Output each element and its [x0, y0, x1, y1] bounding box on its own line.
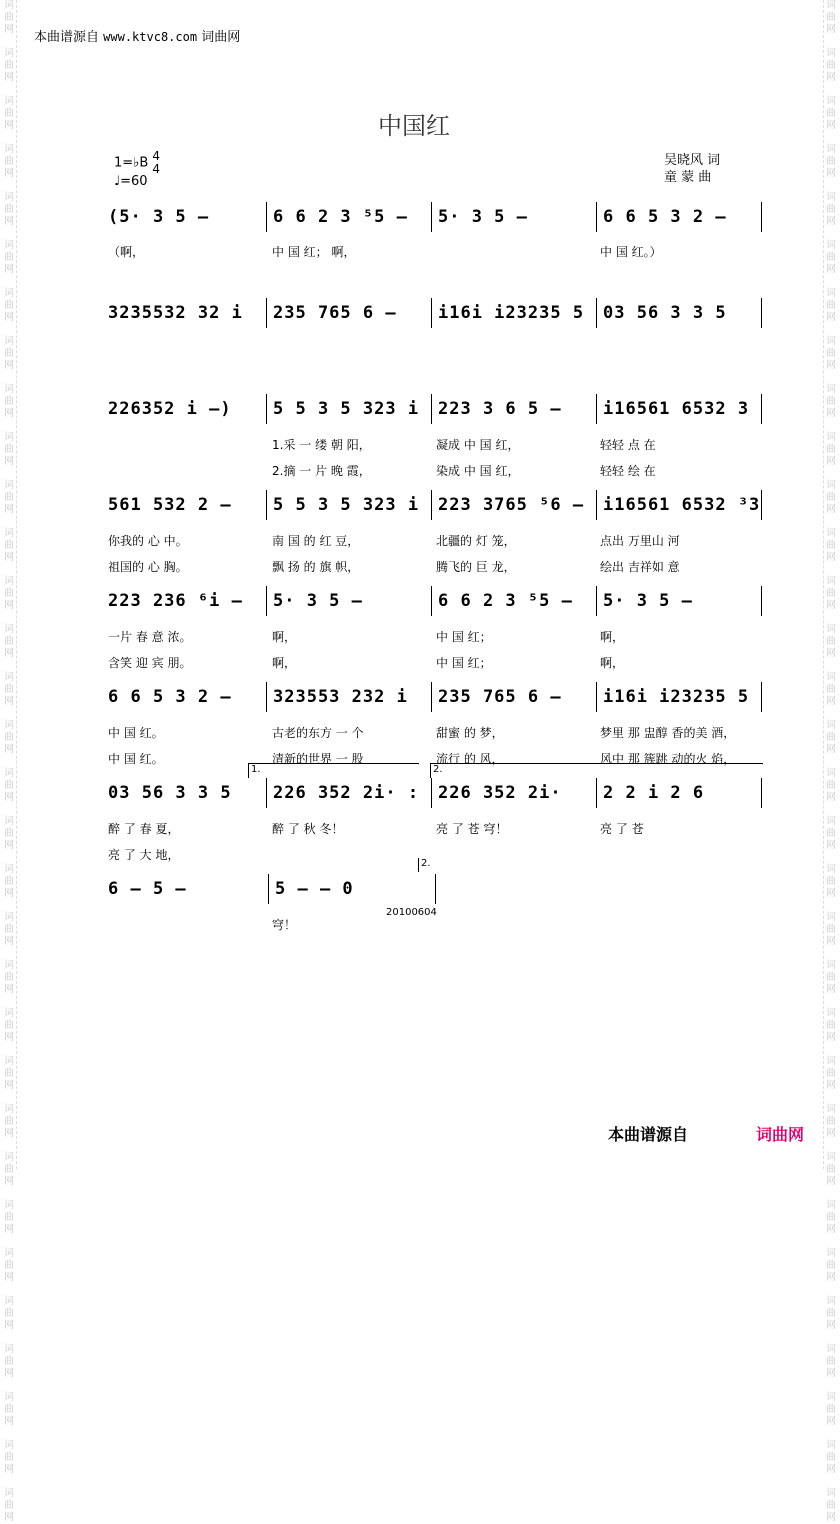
barline: [761, 778, 764, 808]
lyric-segment: 祖国的 心 胸。: [108, 560, 188, 574]
lyric-segment: 啊，: [272, 630, 297, 644]
footer-source: 本曲谱源自: [608, 1125, 689, 1144]
side-watermark-left: 词 曲 网 词 曲 网 词 曲 网 词 曲 网 词 曲 网 词 曲 网 词 曲 网 词 曲 网 词 曲 网 词 曲 网 词 曲 网 词 曲 网 词 曲 网 词 曲 网 词 曲 网 词 曲 网 词 曲 网 词 曲 网 词 曲 网 词 曲 网 词 曲 网 词 曲 网 词 曲 网 词 曲 网 词 曲 网 词 曲 网 词 曲 网 词 曲 网 词 曲 网 词 曲 网 词 曲 网 词 曲 网: [2, 0, 17, 1169]
measure: 223 236 ⁶i —: [108, 591, 243, 611]
lyric-segment: 2.摘 一 片 晚 霞，: [272, 464, 371, 478]
lyric-segment: 轻轻 绘 在: [600, 464, 656, 478]
measure: 03 56 3 3 5: [108, 783, 232, 803]
lyric-segment: 点出 万里山 河: [600, 534, 680, 548]
lyric-line: [108, 820, 764, 838]
lyric-segment: 你我的 心 中。: [108, 534, 188, 548]
key-note: B: [139, 155, 149, 171]
barline: [761, 298, 764, 328]
measure: 5 — — 0: [268, 874, 435, 904]
lyric-segment: [600, 846, 764, 864]
score-row: [108, 298, 764, 328]
lyric-segment: 梦里 那 盅醇 香的美 酒，: [600, 726, 736, 740]
lyric-line: [108, 532, 764, 550]
lyricist: 吴晓风 词: [664, 153, 721, 168]
measure: 5 5 3 5 323 i: [266, 394, 431, 424]
lyric-segment: 南 国 的 红 豆，: [272, 534, 360, 548]
barline: [435, 874, 438, 904]
volta-2-end-label: 2.: [421, 858, 431, 869]
footer-brand[interactable]: 词曲网: [756, 1125, 805, 1144]
measure: 226 352 2i·: [431, 778, 596, 808]
lyric-line: [108, 436, 764, 454]
lyric-line: [108, 243, 764, 261]
measure: i16561 6532 ³3: [596, 490, 761, 520]
lyric-segment: 中 国 红。）: [600, 245, 662, 259]
lyric-segment: 啊，: [600, 630, 625, 644]
measure: 6 6 2 3 ⁵5 —: [266, 202, 431, 232]
time-bottom: 4: [152, 162, 161, 176]
lyric-segment: 清新的世界 一 股: [272, 752, 364, 766]
lyric-segment: 风中 那 簇跳 动的火 焰，: [600, 752, 736, 766]
measure: i16i i23235 5: [596, 682, 761, 712]
score-row: [108, 874, 438, 904]
measure: 6 — 5 —: [108, 879, 187, 899]
header-url[interactable]: www.ktvc8.com: [103, 30, 198, 44]
measure: 5· 3 5 —: [596, 586, 761, 616]
header-site: 本曲谱源自: [34, 30, 100, 45]
measure: 226 352 2i· :: [266, 778, 431, 808]
time-top: 4: [152, 149, 161, 163]
measure: 5· 3 5 —: [431, 202, 596, 232]
tempo-value: =60: [120, 174, 148, 189]
lyric-segment: 亮 了 苍 穹！: [436, 822, 508, 836]
lyric-segment: 轻轻 点 在: [600, 438, 656, 452]
lyric-line: [108, 916, 764, 934]
lyric-segment: 中 国 红； 啊，: [272, 245, 356, 259]
measure: 5 5 3 5 323 i: [266, 490, 431, 520]
measure: 561 532 2 —: [108, 495, 232, 515]
volta-1: [248, 763, 419, 778]
lyric-segment: 亮 了 苍: [600, 822, 644, 836]
lyric-segment: 腾飞的 巨 龙，: [436, 560, 516, 574]
lyric-segment: 凝成 中 国 红，: [436, 438, 520, 452]
barline: [761, 682, 764, 712]
lyric-segment: 1.采 一 缕 朝 阳，: [272, 438, 371, 452]
measure: i16561 6532 3: [596, 394, 761, 424]
barline: [761, 490, 764, 520]
lyric-line: [108, 654, 764, 672]
lyric-segment: 中 国 红。: [108, 726, 164, 740]
song-title: 中国红: [378, 112, 450, 140]
composer: 童 蒙 曲: [664, 170, 712, 185]
lyric-segment: 一片 春 意 浓。: [108, 630, 192, 644]
score-row: [108, 490, 764, 520]
score-row: [108, 586, 764, 616]
measure: 2 2 i 2 6: [596, 778, 761, 808]
lyric-segment: 中 国 红；: [436, 656, 492, 670]
lyric-line: [108, 558, 764, 576]
tempo-marking: [114, 174, 148, 189]
lyric-segment: [108, 462, 272, 480]
measure: 235 765 6 —: [266, 298, 431, 328]
measure: 6 6 2 3 ⁵5 —: [431, 586, 596, 616]
quarter-note-icon: ♩: [114, 174, 121, 189]
flat-icon: ♭: [133, 155, 140, 171]
side-watermark-right: 词 曲 网 词 曲 网 词 曲 网 词 曲 网 词 曲 网 词 曲 网 词 曲 网 词 曲 网 词 曲 网 词 曲 网 词 曲 网 词 曲 网 词 曲 网 词 曲 网 词 曲 网 词 曲 网 词 曲 网 词 曲 网 词 曲 网 词 曲 网 词 曲 网 词 曲 网 词 曲 网 词 曲 网 词 曲 网 词 曲 网 词 曲 网 词 曲 网 词 曲 网 词 曲 网 词 曲 网 词 曲 网: [823, 0, 838, 1169]
credits: [664, 152, 720, 186]
measure: 6 6 5 3 2 —: [108, 687, 232, 707]
volta-2: [430, 763, 763, 778]
measure: 223 3 6 5 —: [431, 394, 596, 424]
date-stamp: 20100604: [386, 907, 437, 918]
lyric-line: [108, 628, 764, 646]
time-signature: [152, 150, 160, 176]
lyric-segment: 穹！: [272, 918, 297, 932]
measure: 323553 232 i: [266, 682, 431, 712]
measure: 6 6 5 3 2 —: [596, 202, 761, 232]
lyric-segment: 流行 的 风，: [436, 752, 504, 766]
score-row: [108, 394, 764, 424]
page-header: [34, 26, 240, 45]
lyric-segment: [108, 436, 272, 454]
volta-2-label: 2.: [433, 764, 443, 775]
lyric-segment: [108, 916, 272, 934]
volta-2-end: [418, 858, 451, 872]
lyric-segment: 含笑 迎 宾 朋。: [108, 656, 192, 670]
measure: 223 3765 ⁵6 —: [431, 490, 596, 520]
volta-1-label: 1.: [251, 764, 261, 775]
lyric-segment: 飘 扬 的 旗 帜，: [272, 560, 360, 574]
lyric-segment: [436, 846, 600, 864]
score-row: [108, 682, 764, 712]
lyric-segment: 甜蜜 的 梦，: [436, 726, 504, 740]
measure: 235 765 6 —: [431, 682, 596, 712]
lyric-segment: 啊，: [272, 656, 297, 670]
barline: [761, 394, 764, 424]
header-name: 词曲网: [201, 30, 241, 45]
lyric-segment: 醉 了 秋 冬！: [272, 822, 344, 836]
lyric-segment: 醉 了 春 夏，: [108, 822, 180, 836]
lyric-segment: [272, 846, 436, 864]
lyric-segment: 啊，: [600, 656, 625, 670]
lyric-segment: 亮 了 大 地，: [108, 848, 180, 862]
key-prefix: 1=: [114, 155, 134, 171]
lyric-segment: 中 国 红。: [108, 752, 164, 766]
barline: [761, 586, 764, 616]
measure: (5· 3 5 —: [108, 207, 210, 227]
lyric-segment: 北疆的 灯 笼，: [436, 534, 516, 548]
key-signature: [114, 150, 160, 176]
score-row: [108, 202, 764, 232]
lyric-segment: [436, 243, 600, 261]
lyric-line: [108, 724, 764, 742]
lyric-line: [108, 462, 764, 480]
lyric-segment: [436, 916, 600, 934]
score-row: [108, 778, 764, 808]
lyric-segment: （啊，: [108, 245, 145, 259]
lyric-segment: [600, 916, 764, 934]
lyric-segment: 中 国 红；: [436, 630, 492, 644]
lyric-segment: 古老的东方 一 个: [272, 726, 364, 740]
measure: 5· 3 5 —: [266, 586, 431, 616]
measure: 226352 i —): [108, 399, 232, 419]
barline: [761, 202, 764, 232]
lyric-segment: 染成 中 国 红，: [436, 464, 520, 478]
measure: 03 56 3 3 5: [596, 298, 761, 328]
measure: i16i i23235 5: [431, 298, 596, 328]
measure: 3235532 32 i: [108, 303, 243, 323]
lyric-segment: 绘出 吉祥如 意: [600, 560, 680, 574]
